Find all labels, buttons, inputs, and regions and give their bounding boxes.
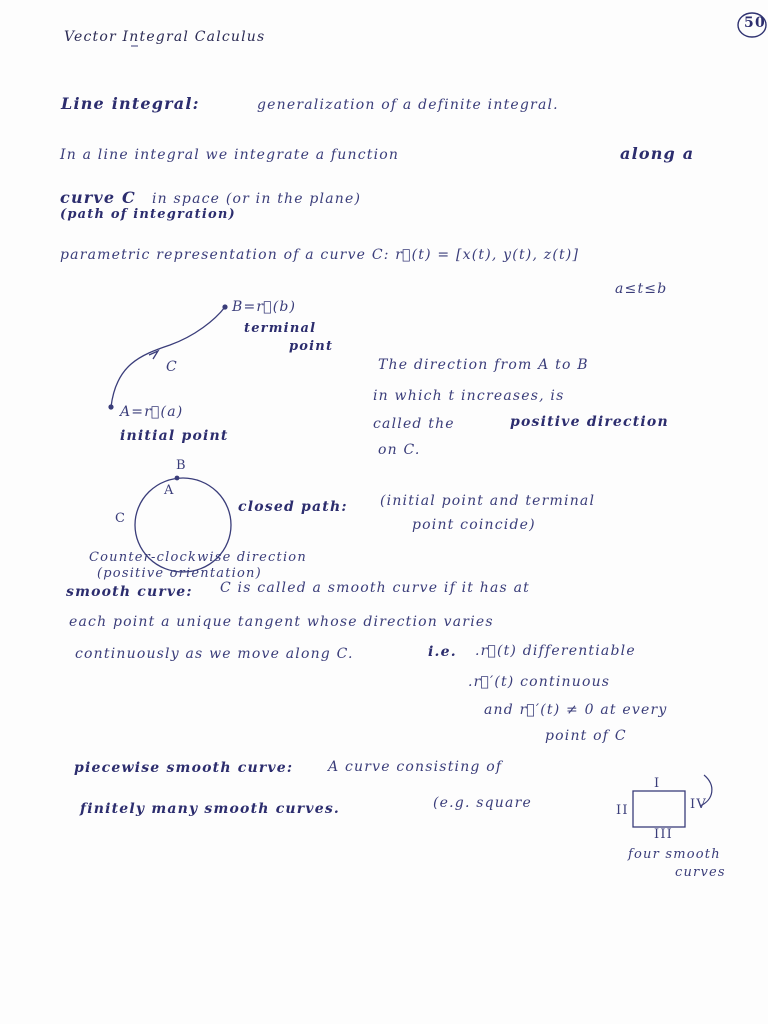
- smooth-curve-line-1: C is called a smooth curve if it has at: [220, 580, 530, 596]
- square-diagram: [633, 791, 685, 827]
- initial-point-text: initial point: [120, 428, 229, 444]
- direction-note-3-emph: positive direction: [510, 414, 669, 430]
- square-caption-1: four smooth: [628, 847, 721, 862]
- line-integral-sentence-2: in space (or in the plane): [152, 191, 362, 207]
- smooth-curve-line-3-suffix: .r⃗(t) differentiable: [475, 643, 636, 659]
- closed-path-line-1: (initial point and terminal: [380, 493, 596, 509]
- page-number: 50: [744, 15, 766, 31]
- direction-note-3-prefix: called the: [373, 416, 455, 432]
- direction-note-4: on C.: [378, 442, 421, 458]
- initial-point-label: A=r⃗(a): [120, 404, 184, 420]
- param-representation: parametric representation of a curve C: r⃗(t) = [x(t), y(t), z(t)]: [60, 247, 580, 263]
- closed-path-line-2: point coincide): [412, 517, 536, 533]
- smooth-curve-line-4: .r⃗′(t) continuous: [468, 674, 611, 690]
- line-integral-sentence-3: (path of integration): [60, 207, 236, 222]
- closed-path-point: [175, 476, 180, 481]
- smooth-curve-line-5: and r⃗′(t) ≠ 0 at every: [484, 702, 668, 718]
- terminal-text-2: point: [289, 339, 334, 354]
- terminal-point-label: B=r⃗(b): [232, 299, 297, 315]
- piecewise-line-2-emph: finitely many smooth curves.: [80, 801, 340, 817]
- direction-note-1: The direction from A to B: [378, 357, 589, 373]
- smooth-curve-heading: smooth curve:: [66, 584, 193, 600]
- point-a: [108, 404, 113, 409]
- param-range: a≤t≤b: [615, 281, 668, 297]
- closed-caption-2: (positive orientation): [97, 566, 262, 581]
- piecewise-line-2: (e.g. square: [433, 795, 532, 811]
- line-integral-sentence-1: In a line integral we integrate a function: [60, 147, 400, 163]
- line-integral-definition: generalization of a definite integral.: [257, 97, 559, 113]
- piecewise-line-1: A curve consisting of: [328, 759, 503, 775]
- line-integral-heading: Line integral:: [61, 94, 200, 113]
- terminal-text-1: terminal: [244, 321, 317, 336]
- square-side-left: II: [616, 803, 629, 818]
- closed-label-a: A: [164, 483, 175, 498]
- line-integral-emph-along: along a: [620, 144, 695, 163]
- closed-caption-1: Counter-clockwise direction: [89, 550, 307, 565]
- page-title: Vector Integral Calculus: [64, 29, 266, 45]
- curve-label: C: [166, 359, 178, 375]
- piecewise-heading: piecewise smooth curve:: [74, 760, 294, 776]
- closed-label-c: C: [115, 511, 127, 526]
- square-side-bottom: III: [654, 827, 674, 842]
- point-b: [222, 304, 227, 309]
- smooth-curve-line-2: each point a unique tangent whose direction varies: [69, 614, 494, 630]
- smooth-curve-line-3-prefix: continuously as we move along C.: [75, 646, 354, 662]
- curve-c: [111, 307, 225, 407]
- smooth-curve-line-6: point of C: [545, 728, 627, 744]
- square-side-right: IV: [690, 797, 707, 812]
- square-caption-2: curves: [675, 865, 726, 880]
- closed-label-b: B: [176, 458, 187, 473]
- direction-note-2: in which t increases, is: [373, 388, 565, 404]
- closed-path-heading: closed path:: [238, 499, 348, 515]
- line-integral-emph-curve: curve C: [60, 188, 136, 207]
- smooth-curve-line-3-emph: i.e.: [428, 644, 457, 660]
- square-side-top: I: [654, 776, 661, 791]
